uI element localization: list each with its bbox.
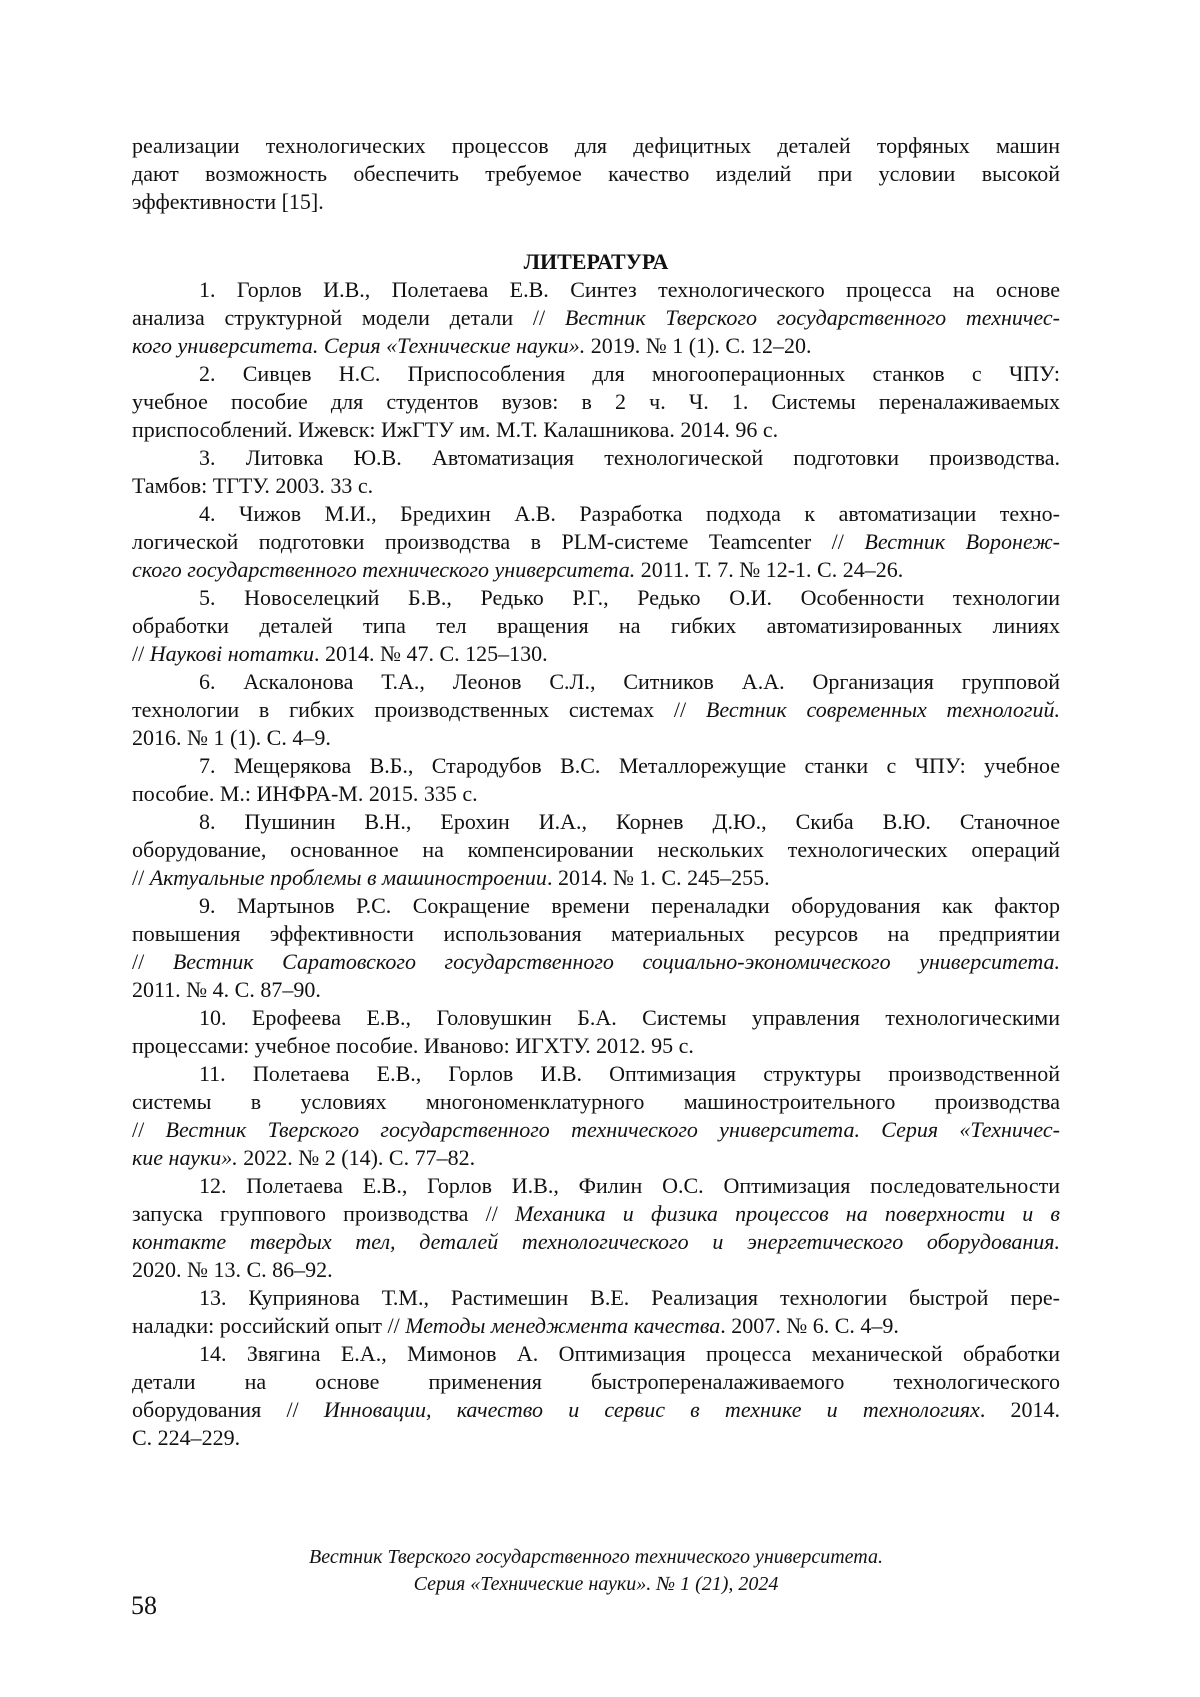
text-segment: технологии в гибких производственных системах // — [132, 697, 706, 722]
reference-line — [132, 584, 1060, 612]
text-segment: 7. Мещерякова В.Б., Стародубов В.С. Металлорежущие станки с ЧПУ: учебное — [199, 753, 1060, 778]
text-segment: С. 224–229. — [132, 1425, 241, 1450]
journal-title-segment: кие науки». — [132, 1145, 238, 1170]
reference-line — [132, 1424, 1060, 1452]
journal-title-segment: Вестник Саратовского государственного социально-экономического университета. — [172, 949, 1060, 974]
text-segment: 2011. Т. 7. № 12-1. С. 24–26. — [635, 557, 904, 582]
reference-line — [132, 276, 1060, 304]
text-segment: 2. Сивцев Н.С. Приспособления для многооперационных станков с ЧПУ: — [199, 361, 1060, 386]
text-segment: 11. Полетаева Е.В., Горлов И.В. Оптимизация структуры производственной — [199, 1061, 1060, 1086]
page-body — [132, 132, 1060, 1452]
intro-line — [132, 132, 1060, 160]
reference-line — [132, 1284, 1060, 1312]
reference-line — [132, 1032, 1060, 1060]
text-segment: Тамбов: ТГТУ. 2003. 33 с. — [132, 473, 374, 498]
reference-line — [132, 864, 1060, 892]
reference — [132, 444, 1060, 500]
text-segment: // — [132, 1117, 166, 1142]
reference-line — [132, 1256, 1060, 1284]
reference-line — [132, 528, 1060, 556]
text-segment: анализа структурной модели детали // — [132, 305, 565, 330]
text-segment: 2022. № 2 (14). С. 77–82. — [237, 1145, 476, 1170]
reference — [132, 892, 1060, 1004]
reference-line — [132, 1144, 1060, 1172]
text-segment: . 2007. № 6. С. 4–9. — [720, 1313, 899, 1338]
reference-line — [132, 696, 1060, 724]
reference-line — [132, 444, 1060, 472]
reference-line — [132, 1060, 1060, 1088]
reference — [132, 668, 1060, 752]
text-segment: дают возможность обеспечить требуемое качество изделий при условии высокой — [132, 161, 1060, 186]
reference-line — [132, 1368, 1060, 1396]
text-segment: обработки деталей типа тел вращения на гибких автоматизированных линиях — [132, 613, 1060, 638]
reference-line — [132, 920, 1060, 948]
text-segment: системы в условиях многономенклатурного машиностроительного производства — [132, 1089, 1060, 1114]
text-segment: 2011. № 4. С. 87–90. — [132, 977, 321, 1002]
journal-title-segment: Актуальные проблемы в машиностроении — [149, 865, 547, 890]
reference-line — [132, 836, 1060, 864]
text-segment: 1. Горлов И.В., Полетаева Е.В. Синтез технологического процесса на основе — [199, 277, 1060, 302]
text-segment: учебное пособие для студентов вузов: в 2 ч. Ч. 1. Системы переналаживаемых — [132, 389, 1060, 414]
journal-title-segment: Механика и физика процессов на поверхности и в — [515, 1201, 1060, 1226]
intro-paragraph — [132, 132, 1060, 216]
journal-footer — [132, 1544, 1060, 1598]
text-segment: // — [132, 949, 173, 974]
reference-line — [132, 1396, 1060, 1424]
reference-line — [132, 752, 1060, 780]
journal-title-segment: кого университета. Серия «Технические науки». — [132, 333, 586, 358]
journal-title-segment: Вестник Тверского государственного техничес- — [564, 305, 1060, 330]
text-segment: 4. Чижов М.И., Бредихин А.В. Разработка подхода к автоматизации техно- — [199, 501, 1060, 526]
journal-footer-line-2: Серия «Технические науки». № 1 (21), 2024 — [413, 1573, 779, 1595]
text-segment: 2016. № 1 (1). С. 4–9. — [132, 725, 331, 750]
reference-line — [132, 1200, 1060, 1228]
reference — [132, 360, 1060, 444]
journal-title-segment: Инновации, качество и сервис в технике и технологиях — [323, 1397, 980, 1422]
reference-line — [132, 808, 1060, 836]
page-number: 58 — [131, 1591, 157, 1620]
reference-line — [132, 1312, 1060, 1340]
journal-title-segment: ского государственного технического университета. — [132, 557, 636, 582]
text-segment: // — [132, 865, 150, 890]
text-segment: 9. Мартынов Р.С. Сокращение времени переналадки оборудования как фактор — [199, 893, 1060, 918]
reference-line — [132, 668, 1060, 696]
reference-line — [132, 472, 1060, 500]
intro-line — [132, 188, 1060, 216]
journal-title-segment: Вестник Воронеж- — [864, 529, 1060, 554]
text-segment: пособие. М.: ИНФРА-М. 2015. 335 с. — [132, 781, 478, 806]
reference — [132, 1340, 1060, 1452]
reference-line — [132, 1340, 1060, 1368]
text-segment: 2020. № 13. С. 86–92. — [132, 1257, 333, 1282]
text-segment: 13. Куприянова Т.М., Растимешин В.Е. Реализация технологии быстрой пере- — [199, 1285, 1060, 1310]
text-segment: процессами: учебное пособие. Иваново: ИГХТУ. 2012. 95 с. — [132, 1033, 694, 1058]
reference — [132, 808, 1060, 892]
journal-footer-line-1: Вестник Тверского государственного технического университета. — [309, 1546, 883, 1568]
text-segment: приспособлений. Ижевск: ИжГТУ им. М.Т. Калашникова. 2014. 96 с. — [132, 417, 779, 442]
reference-line — [132, 1004, 1060, 1032]
reference-line — [132, 948, 1060, 976]
journal-title-segment: Вестник современных технологий. — [705, 697, 1060, 722]
text-segment: детали на основе применения быстропереналаживаемого технологического — [132, 1369, 1060, 1394]
reference — [132, 752, 1060, 808]
reference-line — [132, 388, 1060, 416]
reference-line — [132, 1172, 1060, 1200]
intro-line — [132, 160, 1060, 188]
text-segment: 5. Новоселецкий Б.В., Редько Р.Г., Редько О.И. Особенности технологии — [199, 585, 1060, 610]
reference-line — [132, 1116, 1060, 1144]
text-segment: оборудование, основанное на компенсировании нескольких технологических операций — [132, 837, 1060, 862]
reference — [132, 1004, 1060, 1060]
text-segment: реализации технологических процессов для дефицитных деталей торфяных машин — [132, 133, 1060, 158]
reference — [132, 584, 1060, 668]
reference-line — [132, 500, 1060, 528]
text-segment: 12. Полетаева Е.В., Горлов И.В., Филин О.С. Оптимизация последовательности — [199, 1173, 1060, 1198]
journal-title-segment: Методы менеджмента качества — [405, 1313, 721, 1338]
reference — [132, 1284, 1060, 1340]
text-segment: . 2014. № 47. С. 125–130. — [313, 641, 548, 666]
reference-line — [132, 1228, 1060, 1256]
reference-line — [132, 612, 1060, 640]
text-segment: . 2014. № 1. С. 245–255. — [546, 865, 770, 890]
reference — [132, 1060, 1060, 1172]
text-segment: 14. Звягина Е.А., Мимонов А. Оптимизация процесса механической обработки — [199, 1341, 1060, 1366]
text-segment: наладки: российский опыт // — [132, 1313, 406, 1338]
text-segment: логической подготовки производства в PLM-системе Teamcenter // — [132, 529, 865, 554]
text-segment: эффективности [15]. — [132, 189, 324, 214]
reference-line — [132, 332, 1060, 360]
reference-list — [132, 276, 1060, 1452]
reference-line — [132, 780, 1060, 808]
reference-line — [132, 724, 1060, 752]
text-segment: запуска группового производства // — [132, 1201, 515, 1226]
journal-title-segment: Наукові нотатки — [149, 641, 314, 666]
journal-title-segment: контакте твердых тел, деталей технологического и энергетического оборудования. — [132, 1229, 1060, 1254]
reference-line — [132, 640, 1060, 668]
references-heading: ЛИТЕРАТУРА — [523, 249, 669, 274]
reference-line — [132, 892, 1060, 920]
reference — [132, 1172, 1060, 1284]
reference-line — [132, 416, 1060, 444]
reference-line — [132, 360, 1060, 388]
reference-line — [132, 556, 1060, 584]
text-segment: 8. Пушинин В.Н., Ерохин И.А., Корнев Д.Ю., Скиба В.Ю. Станочное — [199, 809, 1060, 834]
text-segment: 6. Аскалонова Т.А., Леонов С.Л., Ситников А.А. Организация групповой — [199, 669, 1060, 694]
reference-line — [132, 304, 1060, 332]
text-segment: оборудования // — [132, 1397, 324, 1422]
text-segment: . 2014. — [979, 1397, 1061, 1422]
journal-title-segment: Вестник Тверского государственного технического университета. Серия «Техничес- — [165, 1117, 1060, 1142]
reference — [132, 276, 1060, 360]
reference-line — [132, 976, 1060, 1004]
text-segment: 2019. № 1 (1). С. 12–20. — [585, 333, 812, 358]
text-segment: // — [132, 641, 150, 666]
text-segment: 10. Ерофеева Е.В., Головушкин Б.А. Системы управления технологическими — [199, 1005, 1060, 1030]
reference — [132, 500, 1060, 584]
reference-line — [132, 1088, 1060, 1116]
text-segment: повышения эффективности использования материальных ресурсов на предприятии — [132, 921, 1060, 946]
text-segment: 3. Литовка Ю.В. Автоматизация технологической подготовки производства. — [199, 445, 1060, 470]
